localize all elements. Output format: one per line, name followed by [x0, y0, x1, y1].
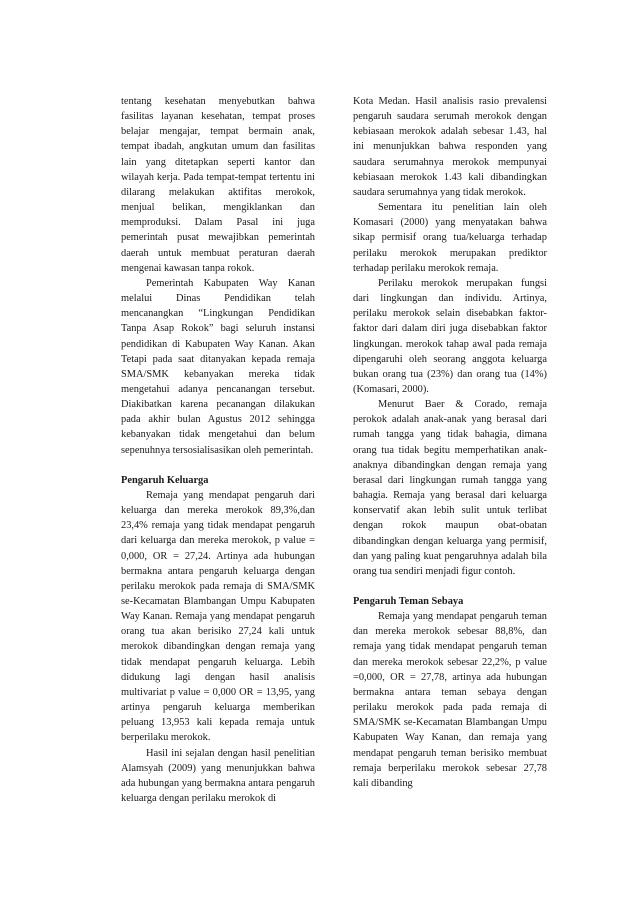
paragraph-alamsyah-study: Hasil ini sejalan dengan hasil penelitian Alamsyah (2009) yang menunjukkan bahwa ada hubungan yang bermakna antara pengaruh keluarga dengan perilaku merokok di: [121, 747, 315, 805]
paragraph-way-kanan-declaration: Pemerintah Kabupaten Way Kanan melalui Dinas Pendidikan telah mencanangkan “Lingkungan Pendidikan Tanpa Asap Rokok” bagi seluruh instansi pendidikan di Kabupaten Way Kanan. Akan Tetapi pada saat ditanyakan kepada remaja SMA/SMK kebanyakan mereka tidak mengetahui adanya pencanangan tersebut. Diakibatkan karena pecanangan dilakukan pada akhir bulan Agustus 2012 sehingga kebanyakan tidak mengetahui dan belum sepenuhnya tersosialisasikan oleh pemerintah.: [121, 277, 315, 456]
right-column: [353, 94, 547, 791]
paragraph-family-influence-results: Remaja yang mendapat pengaruh dari keluarga dan mereka merokok 89,3%,dan 23,4% remaja yang tidak mendapat pengaruh dari keluarga dan mereka merokok, p value = 0,000, OR = 27,24. Artinya ada hubungan bermakna antara pengaruh keluarga dengan perilaku merokok pada remaja di SMA/SMK se-Kecamatan Blambangan Umpu Kabupaten Way Kanan. Remaja yang mendapat pengaruh orang tua akan berisiko 27,24 kali untuk merokok dibandingkan dengan remaja yang tidak mendapat pengaruh keluarga. Lebih didukung lagi dengan hasil analisis multivariat p value = 0,000 OR = 13,95, yang artinya pengaruh keluarga memberikan peluang 13,953 kali kepada remaja untuk berperilaku merokok.: [121, 489, 315, 744]
paragraph-peer-influence-results: Remaja yang mendapat pengaruh teman dan mereka merokok sebesar 88,8%, dan remaja yang tidak mendapat pengaruh teman dan mereka merokok sebesar 22,2%, p value =0,000, OR = 27,78, artinya ada hubungan bermakna antara teman sebaya dengan perilaku merokok pada pada remaja di SMA/SMK se-Kecamatan Blambangan Umpu Kabupaten Way Kanan, dan remaja yang mendapat pengaruh teman berisiko membuat remaja berperilaku merokok sebesar 27,78 kali dibanding: [353, 611, 547, 789]
paragraph-baer-corado: Menurut Baer & Corado, remaja perokok adalah anak-anak yang berasal dari rumah tangga yang tidak bahagia, dimana orang tua tidak begitu memperhatikan anak-anaknya dibandingkan dengan remaja yang berasal dari lingkungan rumah tangga yang bahagia. Remaja yang berasal dari keluarga konservatif akan lebih sulit untuk terlibat dengan rokok maupun obat-obatan dibandingkan dengan keluarga yang permisif, dan yang paling kuat pengaruhnya adalah bila orang tua sendiri menjadi figur contoh.: [353, 399, 547, 577]
paragraph-smoking-behavior-function: Perilaku merokok merupakan fungsi dari lingkungan dan individu. Artinya, perilaku merokok selain disebabkan faktor-faktor dari dalam diri juga disebabkan faktor lingkungan. merokok tahap awal pada remaja dipengaruhi oleh seorang anggota keluarga bukan orang tua (23%) dan orang tua (14%) (Komasari, 2000).: [353, 277, 547, 395]
paragraph-medan-analysis: Kota Medan. Hasil analisis rasio prevalensi pengaruh saudara serumah merokok dengan kebiasaan merokok adalah sebesar 1.43, hal ini menunjukkan bahwa responden yang saudara serumahnya merokok mempunyai kebiasaan merokok 1.43 kali dibandingkan saudara serumahnya yang tidak merokok.: [353, 96, 547, 198]
heading-family-influence: Pengaruh Keluarga: [121, 474, 209, 486]
paragraph-smoke-free-areas: tentang kesehatan menyebutkan bahwa fasilitas layanan kesehatan, tempat proses belajar mengajar, tempat bermain anak, tempat ibadah, angkutan umum dan fasilitas lain yang ditetapkan seperti kantor dan wilayah kerja. Pada tempat-tempat tertentu ini dilarang melakukan aktifitas merokok, menjual belikan, mengiklankan dan memproduksi. Dalam Pasal ini juga pemerintah pusat mewajibkan pemerintah daerah untuk membuat peraturan daerah mengenai kawasan tanpa rokok.: [121, 96, 315, 274]
heading-peer-influence: Pengaruh Teman Sebaya: [353, 596, 464, 607]
left-column: [121, 94, 315, 806]
section-spacer: [121, 458, 315, 473]
section-spacer: [353, 579, 547, 594]
paragraph-komasari-study: Sementara itu penelitian lain oleh Komasari (2000) yang menyatakan bahwa sikap permisif orang tua/keluarga terhadap perilaku merokok merupakan prediktor terhadap perilaku merokok remaja.: [353, 202, 547, 274]
